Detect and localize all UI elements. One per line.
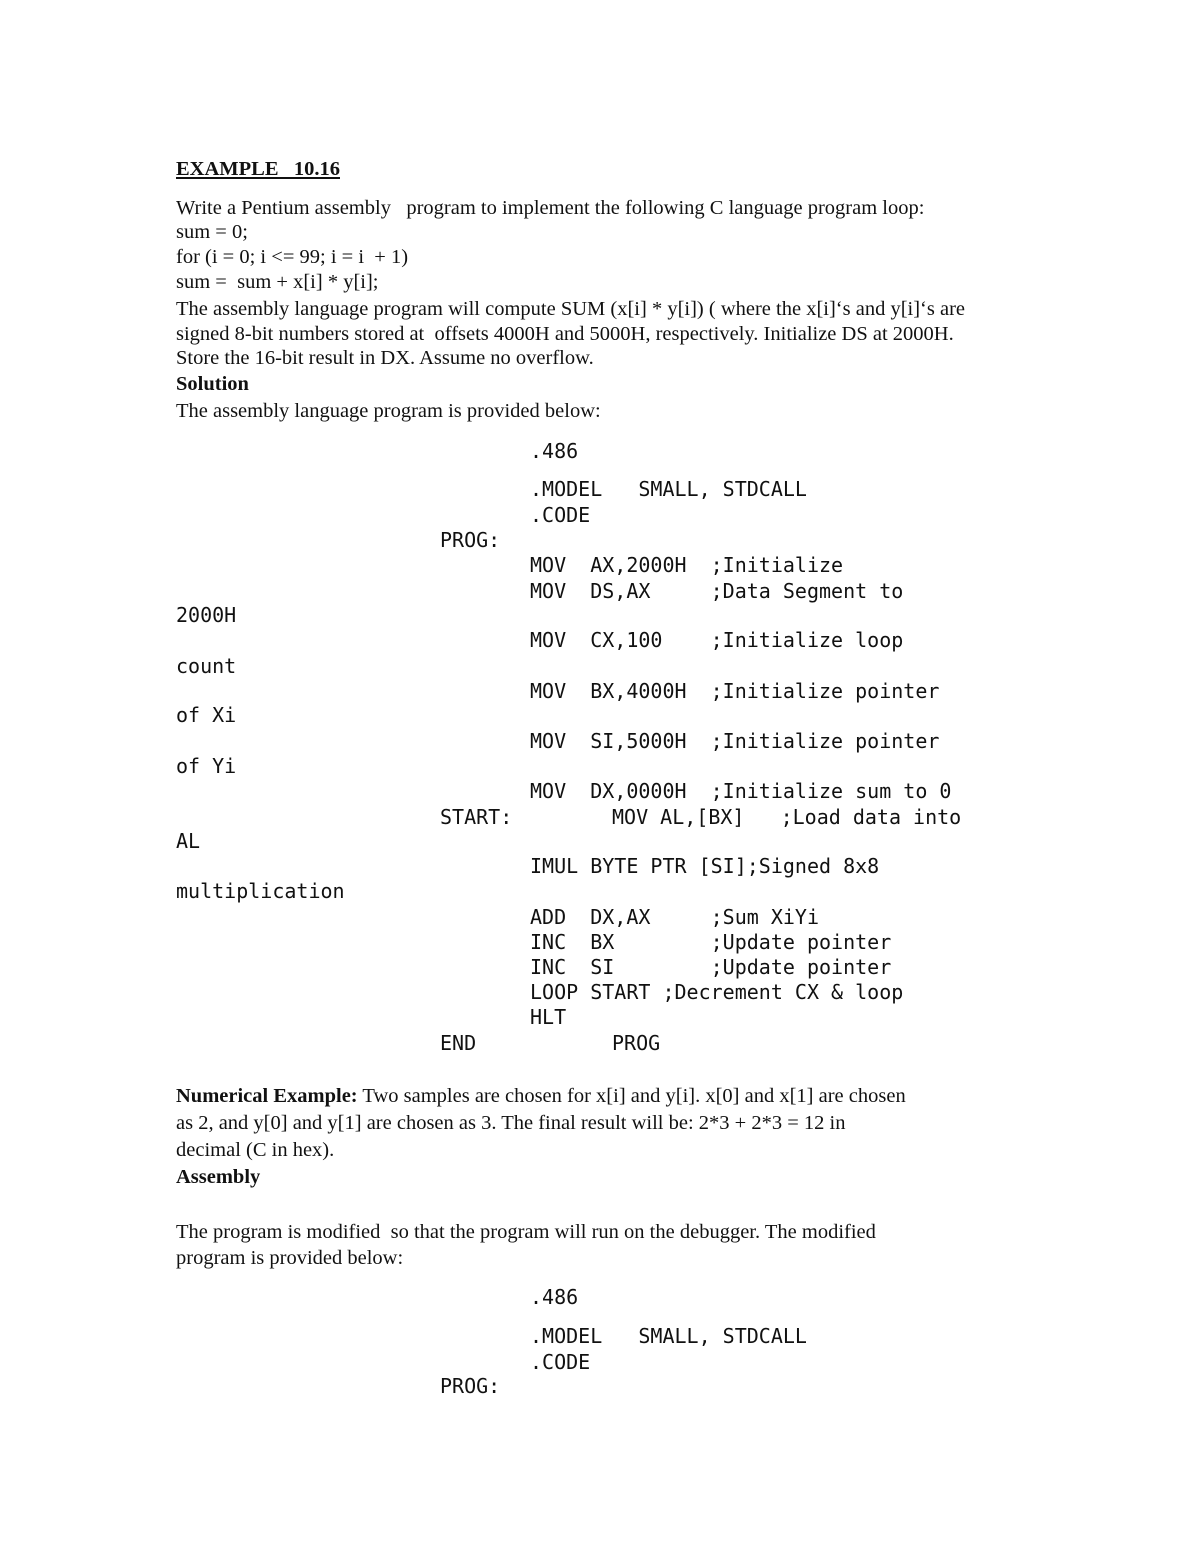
code-label: START: (440, 805, 513, 829)
assembly-text-line: program is provided below: (176, 1247, 404, 1269)
code-line: INC BX ;Update pointer (530, 930, 892, 954)
numerical-example-line: as 2, and y[0] and y[1] are chosen as 3. The final result will be: 2*3 + 2*3 = 12 in (176, 1112, 846, 1134)
code-wrap-line: 2000H (176, 603, 237, 627)
assembly-heading: Assembly (176, 1166, 261, 1188)
c-code-line: for (i = 0; i <= 99; i = i + 1) (176, 246, 409, 268)
code-label: PROG: (440, 1374, 501, 1398)
code-line: MOV AL,[BX] ;Load data into (612, 805, 962, 829)
problem-description-line: The assembly language program will compute SUM (x[i] * y[i]) ( where the x[i]‘s and y[i]‘s are (176, 298, 965, 320)
code-line: MOV CX,100 ;Initialize loop (530, 628, 904, 652)
problem-intro: Write a Pentium assembly program to implement the following C language program loop: (176, 197, 925, 219)
code-line: .MODEL SMALL, STDCALL (530, 477, 807, 501)
code-line: HLT (530, 1005, 567, 1029)
code-line: LOOP START ;Decrement CX & loop (530, 980, 904, 1004)
solution-intro: The assembly language program is provided below: (176, 400, 601, 422)
code-wrap-line: of Yi (176, 754, 237, 778)
code-line: .486 (530, 1285, 579, 1309)
numerical-example-text: Two samples are chosen for x[i] and y[i]. x[0] and x[1] are chosen (357, 1085, 906, 1107)
example-title: EXAMPLE 10.16 (176, 158, 340, 180)
problem-description-line: signed 8-bit numbers stored at offsets 4000H and 5000H, respectively. Initialize DS at 2000H. (176, 323, 954, 345)
code-line: MOV DX,0000H ;Initialize sum to 0 (530, 779, 952, 803)
code-line: MOV BX,4000H ;Initialize pointer (530, 679, 940, 703)
code-label: END (440, 1031, 477, 1055)
code-line: .CODE (530, 1350, 591, 1374)
code-line: MOV DS,AX ;Data Segment to (530, 579, 904, 603)
problem-description-line: Store the 16-bit result in DX. Assume no overflow. (176, 347, 594, 369)
code-label: PROG: (440, 528, 501, 552)
code-wrap-line: multiplication (176, 879, 345, 903)
code-wrap-line: count (176, 654, 237, 678)
solution-heading: Solution (176, 373, 249, 395)
c-code-line: sum = 0; (176, 221, 248, 243)
code-line: MOV AX,2000H ;Initialize (530, 553, 844, 577)
code-line: INC SI ;Update pointer (530, 955, 892, 979)
code-line: ADD DX,AX ;Sum XiYi (530, 905, 819, 929)
code-line: MOV SI,5000H ;Initialize pointer (530, 729, 940, 753)
code-line: .486 (530, 439, 579, 463)
assembly-text-line: The program is modified so that the program will run on the debugger. The modified (176, 1221, 876, 1243)
code-line: .CODE (530, 503, 591, 527)
numerical-example-label: Numerical Example: (176, 1085, 358, 1107)
code-line: IMUL BYTE PTR [SI];Signed 8x8 (530, 854, 880, 878)
code-line: PROG (612, 1031, 661, 1055)
code-wrap-line: AL (176, 829, 201, 853)
c-code-line: sum = sum + x[i] * y[i]; (176, 271, 379, 293)
code-line: .MODEL SMALL, STDCALL (530, 1324, 807, 1348)
numerical-example-line: decimal (C in hex). (176, 1139, 335, 1161)
code-wrap-line: of Xi (176, 703, 237, 727)
